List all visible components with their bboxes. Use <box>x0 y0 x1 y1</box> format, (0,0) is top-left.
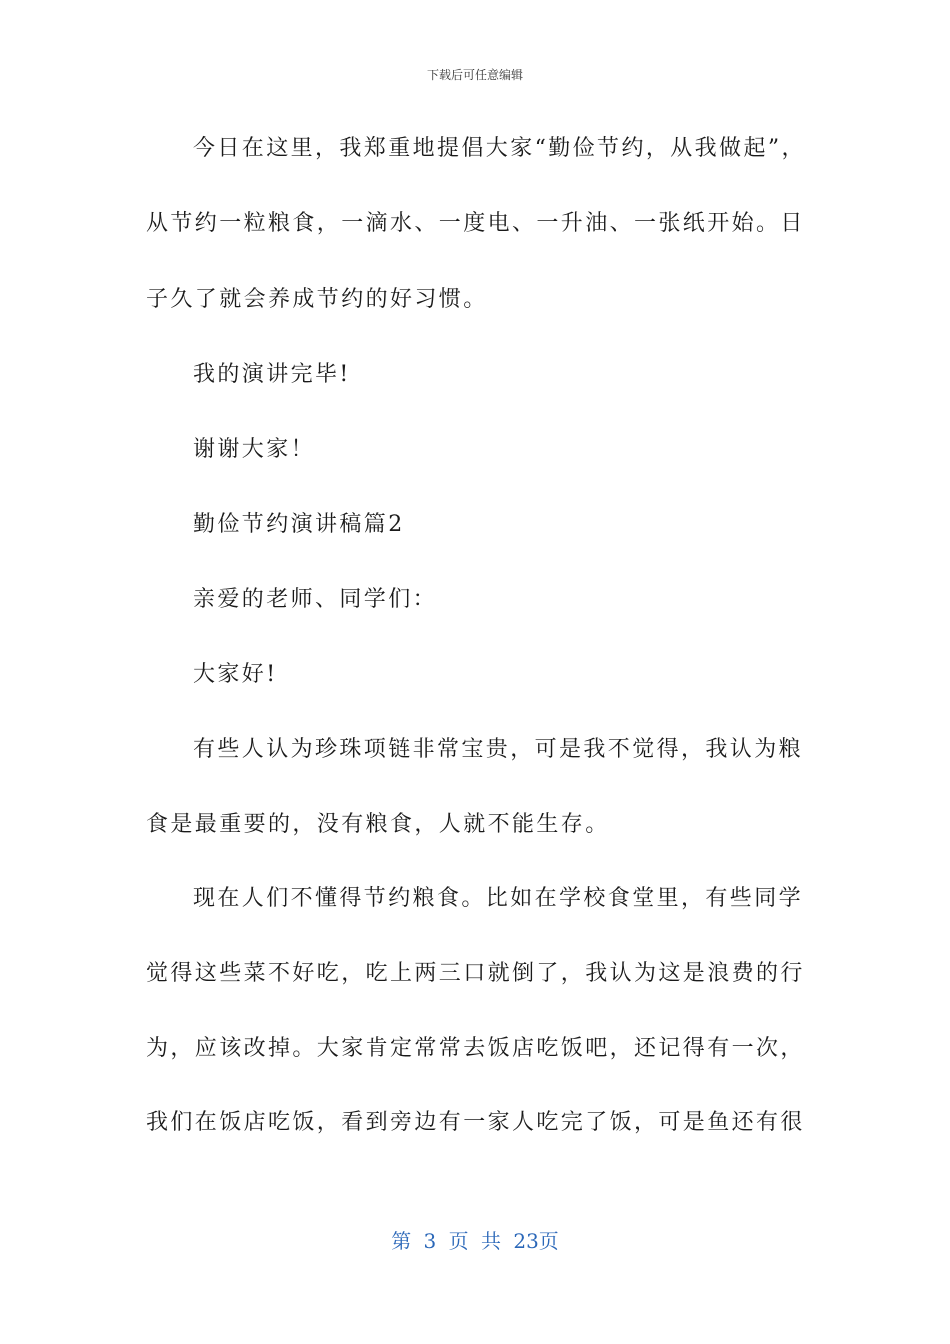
text-line: 为，应该改掉。大家肯定常常去饭店吃饭吧，还记得有一次， <box>146 1036 805 1061</box>
text-line: 食是最重要的，没有粮食，人就不能生存。 <box>146 812 610 837</box>
text-line: 我们在饭店吃饭，看到旁边有一家人吃完了饭，可是鱼还有很 <box>146 1110 805 1135</box>
page-header: 下载后可任意编辑 <box>426 68 523 82</box>
salutation: 亲爱的老师、同学们： <box>193 587 438 612</box>
greeting: 大家好! <box>193 662 278 687</box>
text-line: 有些人认为珍珠项链非常宝贵，可是我不觉得，我认为粮 <box>193 737 804 762</box>
page-footer: 第 3 页 共 23页 <box>391 1229 559 1253</box>
text-line: 子久了就会养成节约的好习惯。 <box>146 287 488 312</box>
text-line: 觉得这些菜不好吃，吃上两三口就倒了，我认为这是浪费的行 <box>146 961 805 986</box>
text-line: 从节约一粒粮食，一滴水、一度电、一升油、一张纸开始。日 <box>146 211 805 236</box>
text-line: 谢谢大家！ <box>193 437 316 462</box>
text-line: 今日在这里，我郑重地提倡大家“勤俭节约，从我做起”， <box>193 136 806 161</box>
text-line: 我的演讲完毕! <box>193 362 351 387</box>
section-heading: 勤俭节约演讲稿篇2 <box>193 512 405 537</box>
text-line: 现在人们不懂得节约粮食。比如在学校食堂里，有些同学 <box>193 886 804 911</box>
